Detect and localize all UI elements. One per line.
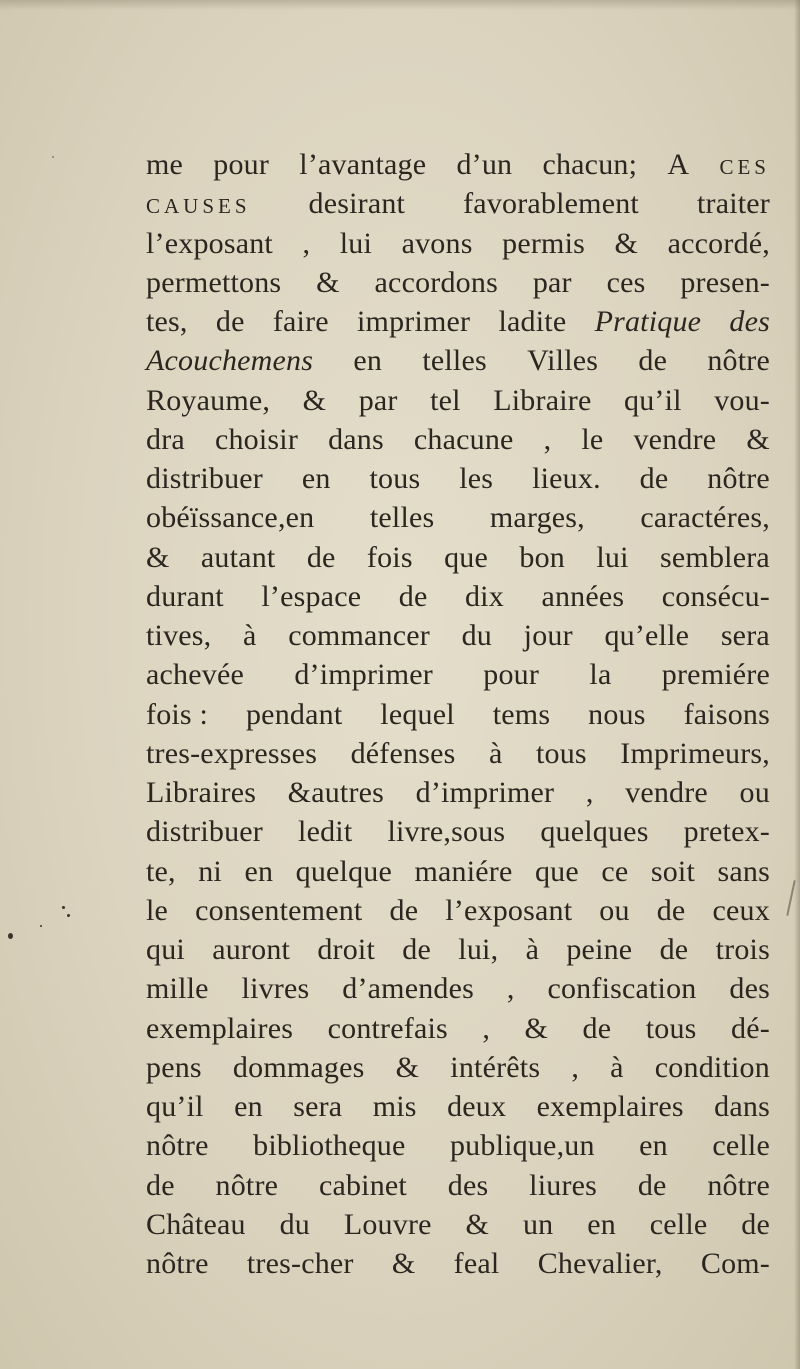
text-line (146, 577, 770, 616)
text-word: de (637, 1168, 667, 1202)
text-word: de (638, 344, 668, 378)
text-word: le (146, 893, 169, 927)
text-word: trois (715, 933, 770, 966)
text-line (146, 852, 770, 891)
text-word: le (581, 422, 604, 456)
text-line (146, 1048, 770, 1087)
text-word: qu’il (624, 383, 682, 417)
text-word: dans (714, 1090, 770, 1123)
text-word: ledit (298, 815, 353, 849)
text-word: vou- (714, 383, 770, 417)
text-word: par (532, 265, 572, 299)
text-word: permettons (146, 265, 282, 299)
text-word: obéïssance,en (146, 501, 315, 535)
text-line (146, 891, 770, 930)
text-word: lui (596, 540, 629, 574)
text-word: qui (146, 933, 185, 966)
text-word: marges, (489, 501, 585, 535)
text-word: , (482, 1011, 491, 1045)
text-word: consécu- (661, 579, 770, 613)
text-word: qu’elle (604, 619, 690, 652)
text-word: distribuer (146, 462, 263, 495)
text-word: semblera (660, 540, 770, 574)
text-word: & (302, 383, 327, 417)
text-word: telles (369, 501, 435, 535)
text-word: en (587, 1207, 616, 1241)
ink-speck (67, 914, 70, 917)
text-line (146, 420, 770, 459)
text-word: favorablement (463, 187, 639, 221)
text-word: mille (146, 972, 209, 1006)
text-word: & (146, 540, 170, 574)
text-word: l’exposant (445, 893, 573, 927)
text-word: premiére (661, 658, 770, 692)
text-word: chacune (413, 422, 514, 456)
text-word: tres-cher (246, 1247, 354, 1280)
text-word: presen- (680, 265, 770, 299)
text-word: du (461, 619, 492, 652)
text-line (146, 498, 770, 537)
text-word: de (389, 893, 419, 927)
text-word: tous (645, 1011, 697, 1045)
text-word: exemplaires (146, 1011, 294, 1045)
text-word: & (746, 422, 770, 456)
text-word: cabinet (318, 1168, 407, 1202)
text-word: lieux. (532, 462, 601, 495)
ink-speck (62, 906, 65, 909)
ink-speck (40, 925, 42, 927)
text-word: lui (339, 226, 373, 260)
text-word: que (534, 854, 579, 888)
text-word: ceux (712, 893, 770, 927)
text-word: exemplaires (536, 1090, 684, 1123)
text-word: pour (213, 148, 270, 181)
text-word: lequel (380, 697, 455, 731)
text-word: jour (523, 619, 573, 652)
text-word: d’un (456, 148, 513, 181)
text-word: te, (146, 854, 176, 888)
text-word: fois (366, 540, 413, 574)
text-word: de (582, 1011, 612, 1045)
text-word: quelque (295, 854, 393, 888)
text-word: de (402, 933, 432, 966)
text-word: pour (483, 658, 540, 692)
text-word: d’imprimer (415, 776, 555, 809)
text-line (146, 734, 770, 773)
text-word: ces (606, 265, 646, 299)
text-word: de (656, 893, 686, 927)
text-word: la (589, 658, 612, 692)
text-word: me (146, 148, 184, 181)
page-right-shadow (794, 0, 800, 1369)
text-word: , (543, 422, 552, 456)
text-line (146, 1126, 770, 1165)
text-word: & (524, 1011, 549, 1045)
text-word: tems (492, 697, 551, 731)
text-word: tes, (146, 305, 188, 338)
text-word: Chevalier, (537, 1247, 663, 1280)
text-word: faisons (683, 697, 770, 731)
text-word: Libraires (146, 776, 257, 809)
text-word: accordons (374, 265, 498, 299)
text-line (146, 459, 770, 498)
text-line (146, 538, 770, 577)
text-word: accordé, (667, 226, 770, 260)
text-word: tous (369, 462, 421, 495)
text-word: commancer (288, 619, 430, 652)
text-line (146, 1205, 770, 1244)
text-word: par (358, 383, 398, 417)
text-word: qu’il (146, 1090, 204, 1123)
text-word: lui, (458, 933, 499, 966)
text-line (146, 655, 770, 694)
text-word: tous (535, 736, 587, 770)
text-word: celle (712, 1129, 770, 1163)
text-word: & (391, 1247, 416, 1280)
text-word: dix (464, 579, 504, 613)
text-line (146, 616, 770, 655)
text-word: livres (241, 972, 310, 1006)
text-word: Com- (700, 1247, 770, 1280)
text-word: condition (654, 1050, 770, 1084)
text-word: en (639, 1129, 668, 1163)
text-word: fois : (146, 697, 209, 731)
text-word: droit (317, 933, 376, 966)
text-word: pens (146, 1050, 202, 1084)
text-word: d’amendes (342, 972, 475, 1006)
text-word: en (244, 854, 274, 888)
text-word: dra (146, 422, 185, 456)
text-word: nôtre (707, 1168, 770, 1202)
text-word: tives, (146, 619, 212, 652)
text-line (146, 695, 770, 734)
text-line (146, 341, 770, 380)
text-word: , (302, 226, 311, 260)
text-word: en (234, 1090, 263, 1123)
text-word: & (465, 1207, 490, 1241)
text-word: Royaume, (146, 383, 271, 417)
text-word: nôtre (707, 344, 770, 378)
text-word: un (522, 1207, 554, 1241)
text-word: distribuer (146, 815, 263, 849)
text-word: auront (212, 933, 291, 966)
text-word: sera (293, 1090, 343, 1123)
text-word: à (610, 1050, 624, 1084)
text-word: achevée (146, 658, 244, 692)
text-word: l’exposant (146, 226, 273, 260)
text-word: ladite (498, 305, 567, 338)
text-word: dé- (731, 1011, 770, 1045)
text-word: traiter (696, 187, 770, 221)
text-word: nous (588, 697, 646, 731)
text-word: dommages (232, 1050, 365, 1084)
ink-speck (8, 933, 13, 939)
text-word: desirant (308, 187, 406, 221)
text-word: liures (529, 1168, 598, 1202)
text-word: vendre (625, 776, 708, 809)
privilege-text-body (146, 145, 770, 1283)
text-word: feal (453, 1247, 500, 1280)
text-word: caractéres, (640, 501, 770, 535)
text-word: publique,un (449, 1129, 595, 1163)
text-word: nôtre (146, 1247, 209, 1280)
text-word: maniére (414, 854, 513, 888)
text-line (146, 1009, 770, 1048)
text-word: sera (720, 619, 770, 652)
text-word: quelques (540, 815, 649, 849)
text-word: nôtre (707, 462, 770, 495)
text-word: A (667, 148, 690, 181)
text-word: choisir (214, 422, 299, 456)
text-word: de (659, 933, 689, 966)
text-word: imprimer (357, 305, 471, 338)
text-line (146, 224, 770, 263)
text-word: intérêts (450, 1050, 541, 1084)
text-line (146, 145, 770, 184)
text-line (146, 812, 770, 851)
text-line (146, 263, 770, 302)
text-word: l’avantage (299, 148, 427, 181)
text-word: de (398, 579, 428, 613)
text-word: Pratique (594, 305, 702, 338)
text-word: des (447, 1168, 489, 1202)
text-word: Villes (527, 344, 599, 378)
text-word: nôtre (215, 1168, 279, 1202)
text-word: défenses (350, 736, 456, 770)
text-word: Château (146, 1207, 246, 1241)
text-word: contrefais (327, 1011, 448, 1045)
text-word: tres-expresses (146, 736, 318, 770)
text-word: & (395, 1050, 420, 1084)
text-line (146, 1244, 770, 1283)
text-word: avons (401, 226, 473, 260)
text-word: ni (198, 854, 222, 888)
text-word: pendant (245, 697, 343, 731)
text-word: durant (146, 579, 224, 613)
text-word: CAUSES (146, 194, 251, 219)
text-word: autant (200, 540, 276, 574)
text-word: CES (719, 155, 770, 179)
text-word: livre,sous (387, 815, 506, 849)
text-word: Imprimeurs, (620, 736, 770, 770)
text-word: dans (328, 422, 384, 456)
text-word: bon (519, 540, 565, 574)
text-word: de (146, 1168, 175, 1202)
text-word: années (541, 579, 625, 613)
text-line (146, 381, 770, 420)
text-word: tel (430, 383, 461, 417)
text-word: mis (372, 1090, 417, 1123)
text-word: & (316, 265, 340, 299)
text-word: à (525, 933, 540, 966)
text-word: , (506, 972, 515, 1006)
text-word: ce (601, 854, 629, 888)
text-word: de (215, 305, 245, 338)
text-word: telles (422, 344, 487, 378)
text-line (146, 302, 770, 341)
text-word: à (488, 736, 503, 770)
text-word: en (353, 344, 383, 378)
page-top-shadow (0, 0, 800, 10)
text-line (146, 773, 770, 812)
text-word: consentement (195, 893, 363, 927)
text-word: des (729, 972, 770, 1006)
text-word: nôtre (146, 1129, 209, 1163)
text-word: ou (739, 776, 770, 809)
text-word: que (444, 540, 489, 574)
text-word: de (306, 540, 336, 574)
text-word: Acouchemens (146, 344, 314, 378)
text-word: les (459, 462, 494, 495)
text-word: confiscation (547, 972, 697, 1006)
text-word: &autres (287, 776, 385, 809)
text-word: d’imprimer (294, 658, 433, 692)
text-word: sans (717, 854, 770, 888)
text-word: l’espace (261, 579, 362, 613)
text-word: peine (566, 933, 633, 966)
text-word: ou (599, 893, 630, 927)
text-word: du (279, 1207, 310, 1241)
text-line (146, 1166, 770, 1205)
text-word: permis (502, 226, 585, 260)
text-word: des (729, 305, 770, 338)
text-word: en (301, 462, 331, 495)
text-line (146, 184, 770, 223)
text-word: pretex- (683, 815, 770, 849)
text-word: faire (272, 305, 329, 338)
text-word: vendre (633, 422, 717, 456)
text-word: soit (650, 854, 696, 888)
text-word: Louvre (343, 1207, 432, 1241)
text-word: de (741, 1207, 770, 1241)
ink-speck (52, 156, 54, 158)
text-word: deux (447, 1090, 507, 1123)
text-word: chacun; (542, 148, 638, 181)
text-line (146, 969, 770, 1008)
text-word: de (639, 462, 669, 495)
text-line (146, 1087, 770, 1126)
text-line (146, 930, 770, 969)
text-word: celle (649, 1207, 708, 1241)
text-word: à (243, 619, 257, 652)
text-word: bibliotheque (253, 1129, 406, 1163)
text-word: Libraire (493, 383, 592, 417)
text-word: , (571, 1050, 580, 1084)
text-word: & (614, 226, 639, 260)
text-word: , (585, 776, 594, 809)
